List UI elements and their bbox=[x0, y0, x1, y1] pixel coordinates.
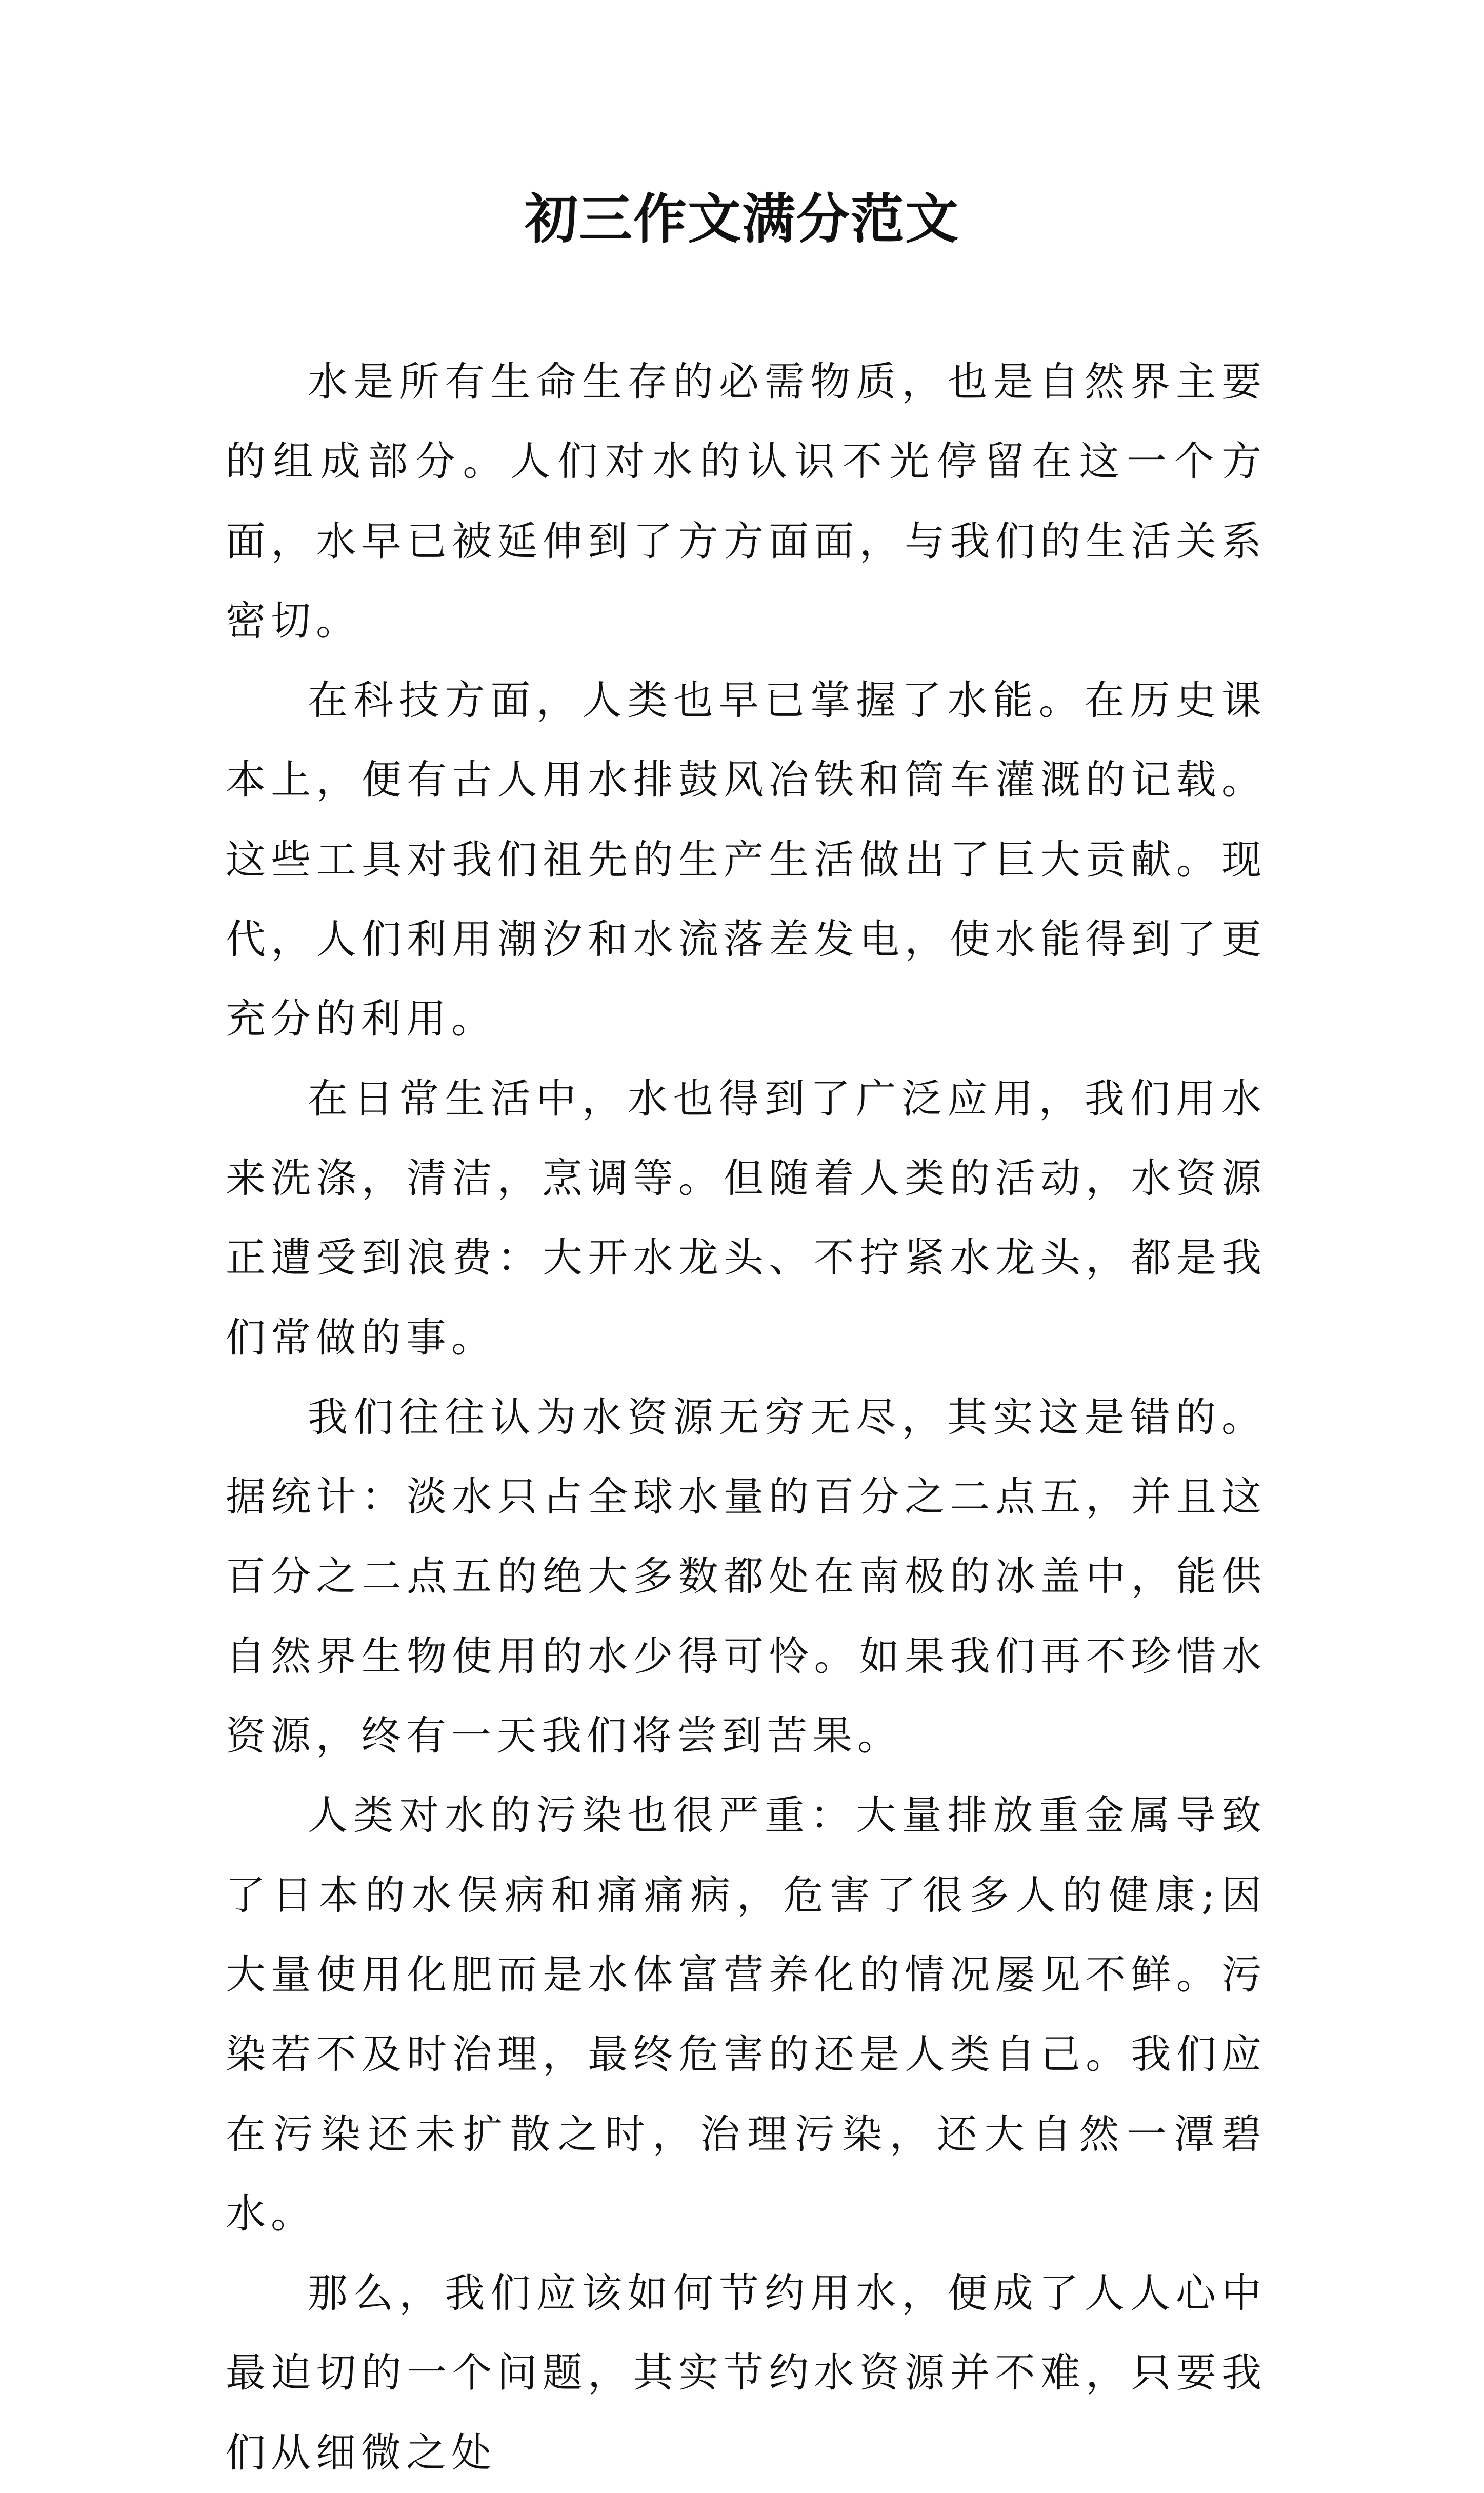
paragraph-4: 我们往往认为水资源无穷无尽，其实这是错的。据统计：淡水只占全球水量的百分之二点五，并且这百分之二点五的绝大多数都处在南极的冰盖中，能供自然界生物使用的水少得可怜。如果我们再不珍惜水资源，终有一天我们将尝到苦果。 bbox=[226, 1394, 1267, 1760]
document-body bbox=[226, 343, 1267, 2493]
paragraph-1: 水是所有生命生存的必需物质，也是自然界主要的组成部分。人们对水的认识不光停留在这一个方面，水早已被延伸到了方方面面，与我们的生活关系密切。 bbox=[226, 359, 1267, 644]
document-title: 初三作文满分范文 bbox=[524, 187, 959, 250]
paragraph-2: 在科技方面，人类也早已掌握了水能。在历史课本上，便有古人用水排鼓风冶铁和筒车灌溉的记载。这些工具对我们祖先的生产生活做出了巨大贡献。现代，人们利用潮汐和水流落差发电，使水能得到了更充分的利用。 bbox=[226, 677, 1267, 1043]
paragraph-5: 人类对水的污染也很严重：大量排放重金属导致了日本的水俣病和痛痛病，危害了很多人的健康;因大量使用化肥而是水体富营养化的情况屡见不鲜。污染若不及时治理，最终危害的还是人类自己。我们应在污染还未扩散之时，治理污染，还大自然一潭碧水。 bbox=[226, 1792, 1267, 2237]
paragraph-3: 在日常生活中，水也得到了广泛应用，我们用水来洗涤，清洁，烹调等。但随着人类的活动，水资源正遭受到浪费：大开水龙头、不拧紧水龙头，都是我们常做的事。 bbox=[226, 1075, 1267, 1361]
paragraph-6: 那么，我们应该如何节约用水，便成了人人心中最迫切的一个问题，其实节约水资源并不难，只要我们从细微之处 bbox=[226, 2270, 1267, 2476]
